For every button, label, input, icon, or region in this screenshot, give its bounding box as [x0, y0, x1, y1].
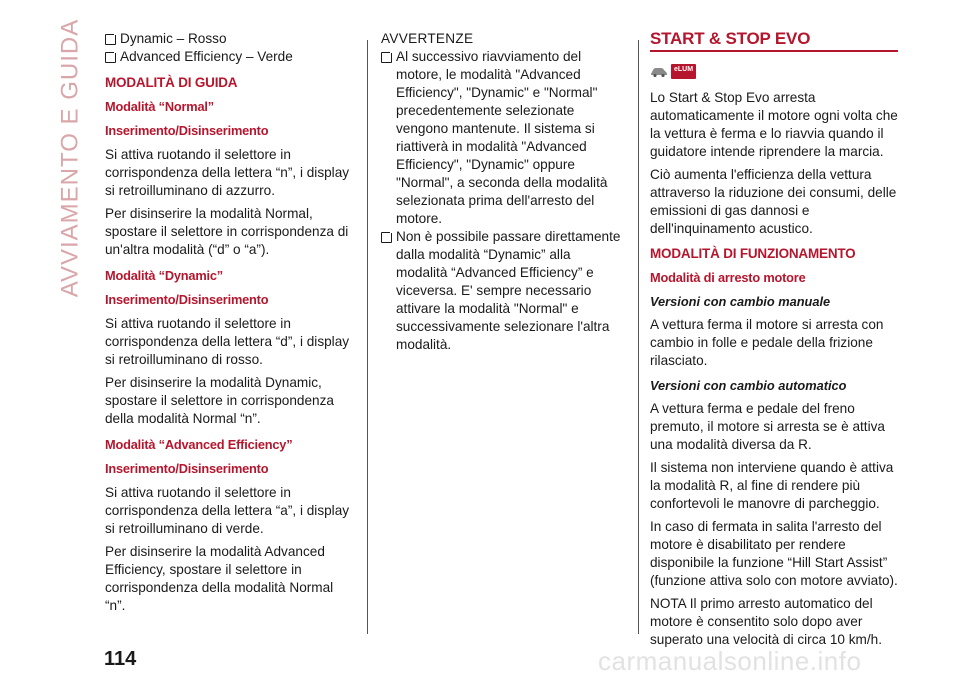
version-badges: [650, 62, 900, 80]
warnings-title: AVVERTENZE: [381, 31, 474, 46]
checkbox-bullet-icon: [105, 52, 116, 63]
subheading-normal-activation: Inserimento/Disinserimento: [105, 123, 269, 138]
paragraph: Per disinserire la modalità Advanced Efficiency, spostare il selettore in corrispondenza della modalità Normal “n”.: [105, 544, 334, 613]
list-item: [105, 30, 355, 48]
paragraph: A vettura ferma e pedale del freno premuto, il motore si arresta se è attiva una modalità diversa da R.: [650, 401, 885, 452]
heading-normal-mode: Modalità “Normal”: [105, 99, 214, 114]
heading-manual-gearbox: Versioni con cambio manuale: [650, 294, 831, 309]
checkbox-bullet-icon: [381, 52, 392, 63]
list-item-text: Non è possibile passare direttamente dalla modalità “Dynamic” alla modalità “Advanced Efficiency” e viceversa. E' sempre necessario attivare la modalità "Normal" e successivamente selezionare l'altra modalità.: [396, 229, 621, 352]
paragraph: In caso di fermata in salita l'arresto del motore è disabilitato per rendere disponibile la funzione “Hill Start Assist” (funzione attiva solo con motore avviato).: [650, 519, 898, 588]
paragraph: A vettura ferma il motore si arresta con cambio in folle e pedale della frizione rilasciato.: [650, 317, 884, 368]
paragraph: Il sistema non interviene quando è attiva la modalità R, al fine di rendere più confortevoli le manovre di parcheggio.: [650, 460, 894, 511]
side-section-title: [46, 18, 94, 298]
paragraph: Per disinserire la modalità Normal, spostare il selettore in corrispondenza di un'altra modalità (“d” o “a”).: [105, 206, 349, 257]
list-item-text: Dynamic – Rosso: [120, 31, 227, 46]
elum-badge-icon: eLUM: [671, 64, 696, 79]
section-heading-driving-modes: MODALITÀ DI GUIDA: [105, 75, 238, 90]
heading-advanced-efficiency-mode: Modalità “Advanced Efficiency”: [105, 437, 293, 452]
side-section-title-text: AVVIAMENTO E GUIDA: [56, 18, 83, 298]
list-item: [381, 228, 623, 354]
paragraph: Si attiva ruotando il selettore in corrispondenza della lettera “d”, i display si retroilluminano di rosso.: [105, 316, 350, 367]
subheading-advanced-activation: Inserimento/Disinserimento: [105, 461, 269, 476]
section-heading-operating-modes: MODALITÀ DI FUNZIONAMENTO: [650, 246, 856, 261]
paragraph: Per disinserire la modalità Dynamic, spostare il selettore in corrispondenza della modalità Normal “n”.: [105, 375, 334, 426]
car-icon: [650, 65, 668, 77]
heading-automatic-gearbox: Versioni con cambio automatico: [650, 378, 847, 393]
title-underline: [650, 50, 898, 52]
column-3: [650, 30, 900, 654]
paragraph: Si attiva ruotando il selettore in corrispondenza della lettera “a”, i display si retroilluminano di verde.: [105, 485, 350, 536]
column-divider-left: [367, 40, 368, 634]
list-item: [381, 48, 623, 228]
list-item: [105, 48, 355, 66]
page-number: 114: [104, 648, 137, 670]
list-item-text: Al successivo riavviamento del motore, le modalità "Advanced Efficiency", "Dynamic" e "Normal" precedentemente selezionate vengono mantenute. Il sistema si riattiverà in modalità "Advanced Efficiency", "Dynamic" oppure "Normal", a seconda della modalità selezionata prima dell'arresto del motore.: [396, 49, 608, 226]
paragraph: Si attiva ruotando il selettore in corrispondenza della lettera “n”, i display si retroilluminano di azzurro.: [105, 147, 350, 198]
list-item-text: Advanced Efficiency – Verde: [120, 49, 293, 64]
column-1: [105, 30, 355, 620]
column-2: [381, 30, 623, 354]
checkbox-bullet-icon: [105, 34, 116, 45]
subheading-dynamic-activation: Inserimento/Disinserimento: [105, 292, 269, 307]
paragraph: Lo Start & Stop Evo arresta automaticamente il motore ogni volta che la vettura è ferma e lo riavvia quando il guidatore intende riprendere la marcia.: [650, 90, 898, 159]
paragraph: Ciò aumenta l'efficienza della vettura attraverso la riduzione dei consumi, delle emissioni di gas dannosi e dell'inquinamento acustico.: [650, 167, 897, 236]
checkbox-bullet-icon: [381, 232, 392, 243]
footer-watermark: carmanualsonline.info: [598, 646, 862, 676]
start-stop-title: START & STOP EVO: [650, 29, 811, 48]
subheading-engine-stop-mode: Modalità di arresto motore: [650, 270, 806, 285]
heading-dynamic-mode: Modalità “Dynamic”: [105, 268, 223, 283]
column-divider-right: [638, 40, 639, 634]
note-paragraph: NOTA Il primo arresto automatico del motore è consentito solo dopo aver superato una velocità di circa 10 km/h.: [650, 596, 882, 647]
